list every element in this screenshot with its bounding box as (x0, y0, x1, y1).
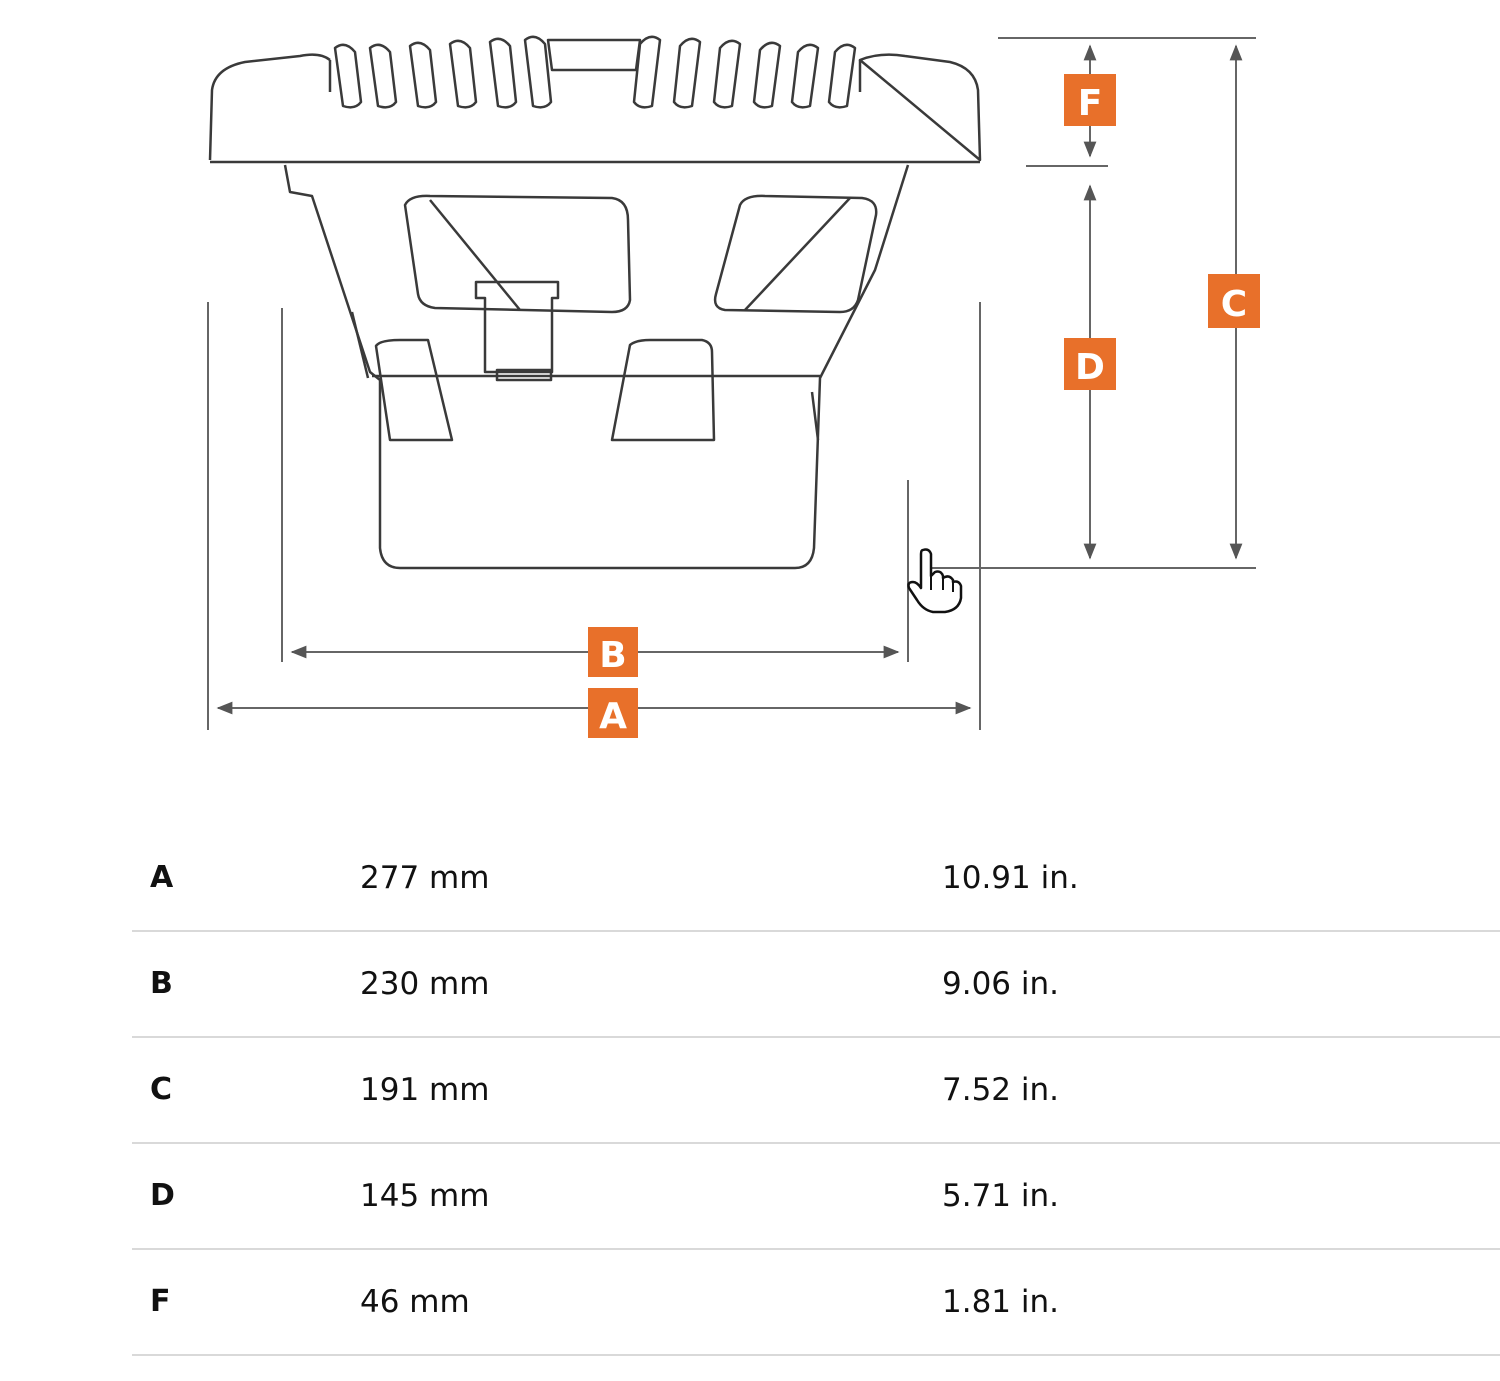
dimension-mm: 191 mm (360, 1072, 490, 1108)
table-row (132, 1038, 1500, 1144)
hand-pointer-icon (905, 546, 965, 614)
table-row (132, 1144, 1500, 1250)
speaker-outline (210, 37, 980, 568)
svg-text:D: D (1075, 347, 1105, 388)
dimension-key: B (150, 966, 173, 1001)
dimension-label-d (1064, 338, 1116, 390)
dimension-in: 1.81 in. (942, 1284, 1059, 1320)
dimension-mm: 46 mm (360, 1284, 470, 1320)
dimension-label-b (588, 627, 638, 677)
dimension-label-a (588, 688, 638, 738)
svg-text:A: A (599, 696, 627, 737)
dimensions-table (132, 826, 1500, 1356)
svg-text:F: F (1077, 83, 1103, 124)
table-row (132, 1250, 1500, 1356)
dimension-label-c (1208, 274, 1260, 328)
dimension-in: 5.71 in. (942, 1178, 1059, 1214)
dimension-key: A (150, 860, 174, 895)
dimension-in: 7.52 in. (942, 1072, 1059, 1108)
svg-text:B: B (599, 635, 627, 676)
dimension-key: D (150, 1178, 175, 1213)
table-row (132, 826, 1500, 932)
dimension-key: C (150, 1072, 173, 1107)
dimension-label-f (1064, 74, 1116, 126)
dimension-mm: 145 mm (360, 1178, 490, 1214)
table-row (132, 932, 1500, 1038)
dimension-mm: 277 mm (360, 860, 490, 896)
dimension-in: 10.91 in. (942, 860, 1079, 896)
svg-text:C: C (1220, 284, 1248, 325)
dimension-mm: 230 mm (360, 966, 490, 1002)
dimension-key: F (150, 1284, 171, 1319)
dimension-in: 9.06 in. (942, 966, 1059, 1002)
